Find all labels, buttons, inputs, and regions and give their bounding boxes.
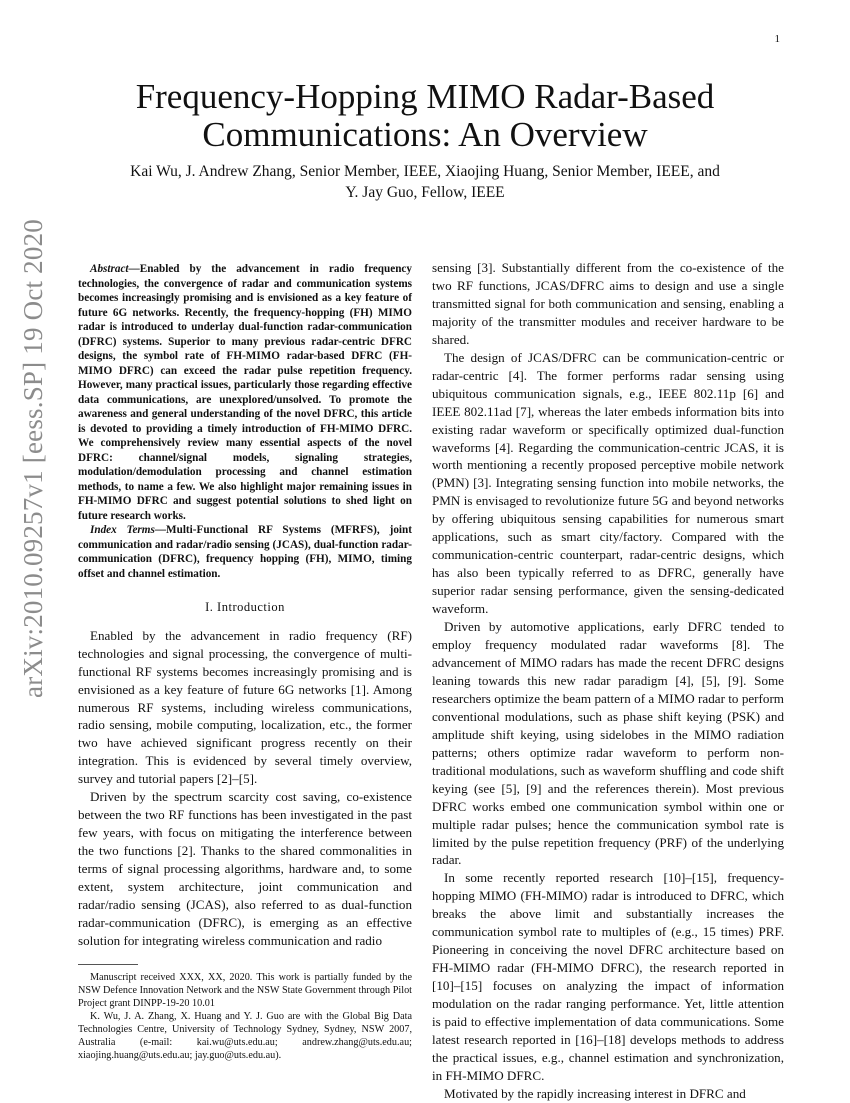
footnote-divider — [78, 964, 138, 965]
right-paragraph: Driven by automotive applications, early DFRC tended to employ frequency modulated radar waveforms [8]. The advancement of MIMO radars has made the recent DFRC designs leaning towards this new radar paradigm [4], [5], [9]. Some researchers optimize the beam pattern of a MIMO radar to perform conventional modulations, such as phase shift keying (PSK) and amplitude shift keying, using sidelobes in the MIMO radiation patterns; others optimize radar waveform to perform non-traditional modulations, such as waveform shuffling and code shift keying (see [5], [9] and the references therein). Most previous DFRC works embed one communication symbol within one or multiple radar pulses; hence the communication symbol rate is limited by the pulse repetition frequency (PRF) of the underlying radar. — [432, 619, 784, 868]
section-heading: I. Introduction — [205, 600, 285, 614]
abstract — [78, 262, 412, 523]
footnote: Manuscript received XXX, XX, 2020. This work is partially funded by the NSW Defence Innovation Network and the NSW State Government through Pilot Project grant DINPP-19-20 10.01 — [78, 971, 412, 1010]
abstract-text: —Enabled by the advancement in radio frequency technologies, the convergence of radar and communication systems becomes increasingly promising and is envisioned as a key feature of future 6G networks. Recently, the frequency-hopping (FH) MIMO radar is introduced to underlay dual-function radar-communication (DFRC) systems. Superior to many previous radar-centric DFRC designs, the symbol rate of FH-MIMO radar-based DFRC (FH-MIMO DFRC) can exceed the radar pulse repetition frequency. However, many practical issues, particularly those regarding effective data communications, are unexplored/unsolved. To promote the awareness and general understanding of the novel DFRC, this article is devoted to providing a timely introduction of FH-MIMO DFRC. We comprehensively review many essential aspects of the novel DFRC: channel/signal models, signaling strategies, modulation/demodulation processing and channel estimation methods, to name a few. We also highlight major remaining issues in FH-MIMO DFRC and suggest potential solutions to shed light on future research works. — [78, 263, 412, 522]
paper-title: Frequency-Hopping MIMO Radar-Based Communications: An Overview — [135, 77, 715, 154]
left-paragraph: Enabled by the advancement in radio frequency (RF) technologies and signal processing, the convergence of multi-functional RF systems becomes increasingly promising and is envisioned as a key feature of future 6G networks [1]. Among numerous RF systems, including wireless communications, radio sensing, mobile computing, localization, etc., the former two have achieved significant progress recently on their integration. This is evidenced by several timely overview, survey and tutorial papers [2]–[5]. — [78, 627, 412, 787]
right-paragraph: The design of JCAS/DFRC can be communication-centric or radar-centric [4]. The former performs radar sensing using ubiquitous communication signals, e.g., IEEE 802.11p [6] and IEEE 802.11ad [7], whereas the later embeds information bits into existing radar waveform or specifically optimized dual-function waveforms [4]. Regarding the communication-centric JCAS, it is worth mentioning a recently proposed perceptive mobile network (PMN) [3]. Integrating sensing function into mobile networks, the PMN is envisaged to revolutionize future 5G and beyond networks by offering ubiquitous sensing capabilities for numerous smart applications, such as smart city/factory. Compared with the communication-centric counterpart, radar-centric designs, which has also been typically referred to as DFRC, generally have superior radar sensing performance, given the sensing-dedicated waveform. — [432, 349, 784, 617]
arxiv-stamp-text: arXiv:2010.09257v1 [eess.SP] 19 Oct 2020 — [17, 218, 48, 698]
footnote: K. Wu, J. A. Zhang, X. Huang and Y. J. Guo are with the Global Big Data Technologies Centre, University of Technology Sydney, Sydney, NSW 2007, Australia (e-mail: kai.wu@uts.edu.au; andrew.zhang@uts.edu.au; xiaojing.huang@uts.edu.au; jay.guo@uts.edu.au). — [78, 1011, 412, 1062]
authors-line-2: Y. Jay Guo, Fellow, IEEE — [345, 184, 505, 201]
left-paragraph: Driven by the spectrum scarcity cost saving, co-existence between the two RF functions has been investigated in the past few years, with focus on mitigating the interference between the two functions [2]. Thanks to the shared commonalities in terms of signal processing algorithms, hardware and, to some extent, system architecture, joint communication and radar/radio sensing (JCAS), also referred to as dual-function radar-communication (DFRC), is emerging as an effective solution for integrating wireless communication and radio — [78, 789, 412, 948]
index-terms-lead: Index Terms — [90, 524, 155, 536]
right-column — [432, 259, 784, 1103]
abstract-lead: Abstract — [90, 263, 129, 275]
author-list — [80, 161, 770, 203]
left-column — [78, 262, 412, 1063]
index-terms-text: —Multi-Functional RF Systems (MFRFS), joint communication and radar/radio sensing (JCAS), dual-function radar-communication (DFRC), frequency hopping (FH), MIMO, timing offset and channel estimation. — [78, 524, 412, 580]
arxiv-stamp — [17, 218, 48, 698]
right-paragraph: Motivated by the rapidly increasing interest in DFRC and — [444, 1085, 746, 1101]
authors-line-1: Kai Wu, J. Andrew Zhang, Senior Member, IEEE, Xiaojing Huang, Senior Member, IEEE, and — [130, 163, 720, 180]
right-paragraph: In some recently reported research [10]–[15], frequency-hopping MIMO (FH-MIMO) radar is introduced to DFRC, which breaks the above limit and substantially increases the communication symbol rate to multiples of (e.g., 15 times) PRF. Pioneering in conceiving the novel DFRC architecture based on FH-MIMO radar (FH-MIMO DFRC), the research reported in [10]–[15] focuses on analyzing the impact of information modulation on the radar ranging performance. Yet, little attention is paid to effective implementation of data communications. Some latest research reported in [16]–[18] develops methods to address the practical issues, e.g., channel estimation and synchronization, in FH-MIMO DFRC. — [432, 870, 784, 1083]
right-paragraph: sensing [3]. Substantially different from the co-existence of the two RF functions, JCAS/DFRC aims to design and use a single transmitted signal for both communication and sensing, enabling a majority of the transmitter modules and receiver hardware to be shared. — [432, 260, 784, 347]
index-terms — [78, 523, 412, 581]
page-number: 1 — [774, 33, 780, 45]
